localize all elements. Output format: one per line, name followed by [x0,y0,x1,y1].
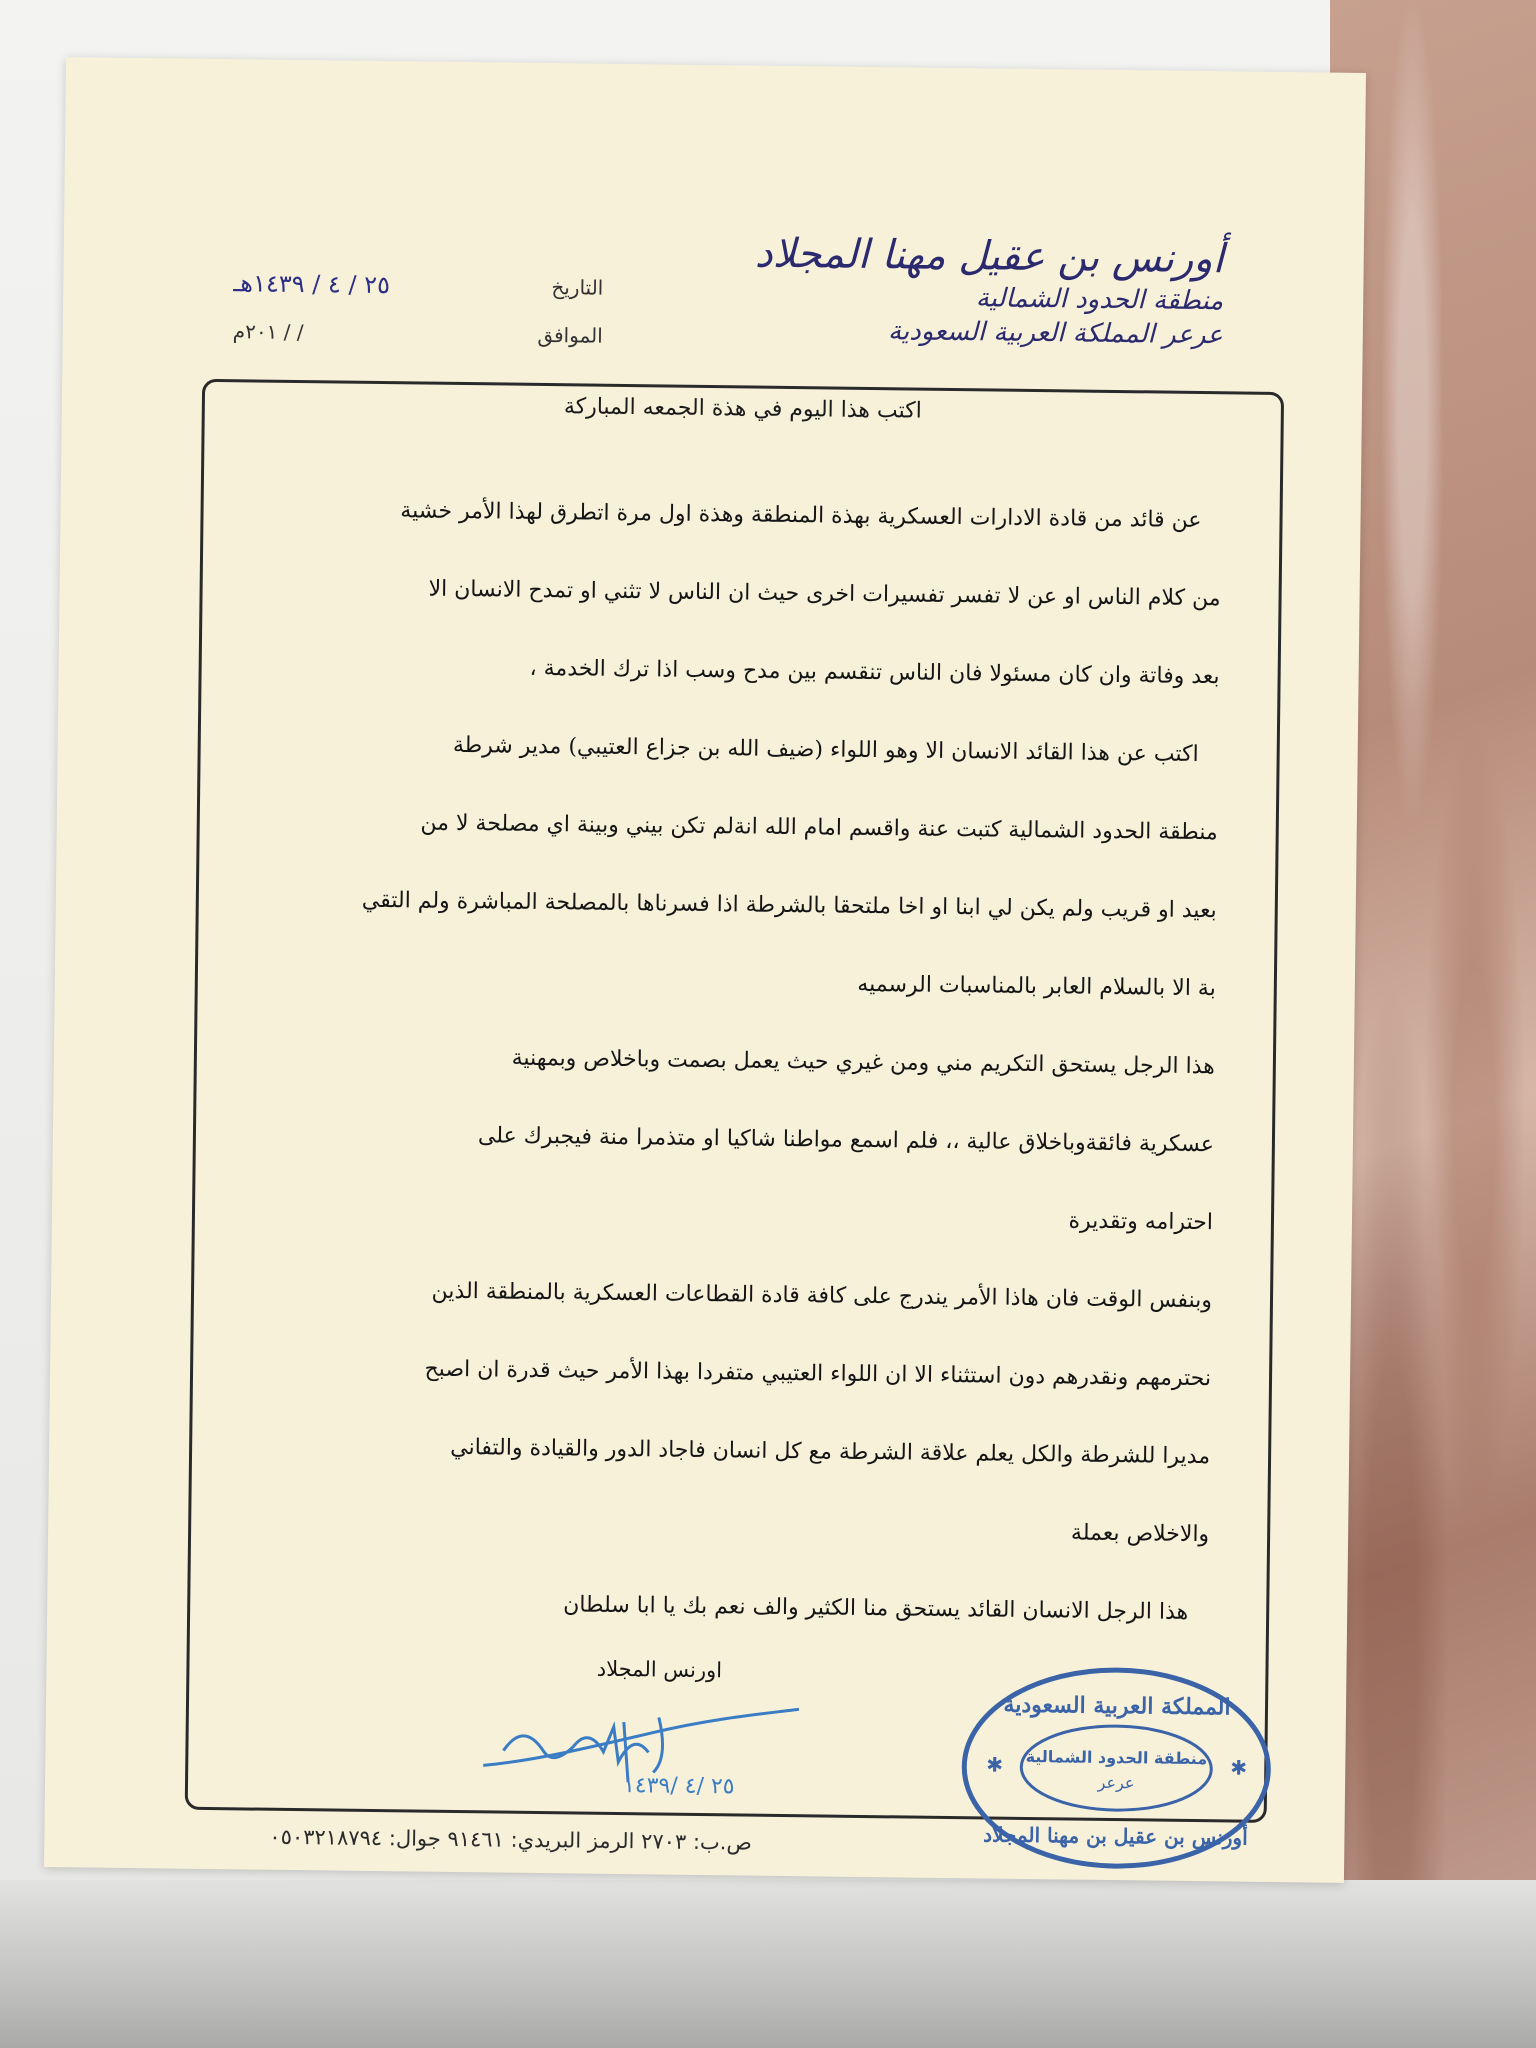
gregorian-date-value: / / ٢٠١م [232,319,304,345]
body-line: هذا الرجل الانسان القائد يستحق منا الكثير والف نعم بك يا ابا سلطان [563,1592,1189,1625]
date-block [232,259,603,360]
sender-block [754,231,1224,351]
handwritten-signature [473,1690,804,1804]
letter-paper [44,57,1366,1883]
body-line: عن قائد من قادة الادارات العسكرية بهذة المنطقة وهذة اول مرة اتطرق لهذا الأمر خشية [400,498,1202,534]
stamp-line-3: عرعر [1097,1772,1135,1793]
body-line: اكتب عن هذا القائد الانسان الا وهو اللواء (ضيف الله بن جزاع العتيبي) مدير شرطة [452,732,1199,768]
hijri-date-value: ٢٥ / ٤ / ١٤٣٩هـ [233,269,391,300]
stamp-star-right: ✱ [1230,1755,1248,1780]
body-line: من كلام الناس او عن لا تفسر تفسيرات اخرى حيث ان الناس لا تثني او تمدح الانسان الا [428,576,1221,612]
gregorian-date-label: الموافق [537,322,603,348]
sender-region: منطقة الحدود الشمالية [975,283,1224,317]
sender-city-country: عرعر المملكة العربية السعودية [887,316,1223,351]
letter-header [62,152,1365,398]
table-edge-shadow [0,1880,1536,2048]
body-line: عسكرية فائقةوباخلاق عالية ،، فلم اسمع مواطنا شاكيا او متذمرا منة فيجبرك على [477,1123,1215,1158]
footer-contact: ص.ب: ٢٧٠٣ الرمز البريدي: ٩١٤٦١ جوال: ٠٥٠٣٢١٨٧٩٤ [269,1824,752,1855]
body-line: منطقة الحدود الشمالية كتبت عنة واقسم امام الله انةلم تكن بيني وبينة اي مصلحة لا من [420,810,1218,846]
gregorian-date-row [232,307,603,360]
stamp-line-2: منطقة الحدود الشمالية [1025,1746,1208,1769]
body-line: نحترمهم ونقدرهم دون استثناء الا ان اللواء العتيبي متفردا بهذا الأمر حيث قدرة ان اصبح [424,1356,1212,1392]
stamp-line-1: المملكة العربية السعودية [1003,1691,1231,1721]
letter-title: اكتب هذا اليوم في هذة الجمعه المباركة [563,394,922,424]
hijri-date-row [233,259,604,312]
hijri-date-label: التاريخ [551,275,604,300]
stamp-star-left: ✱ [986,1752,1004,1777]
sender-name: أورنس بن عقيل مهنا المجلاد [754,230,1225,283]
body-line: احترامه وتقديرة [1068,1208,1214,1236]
signature-date: ٢٥ /٤ /١٤٣٩ [622,1773,735,1800]
body-line: بة الا بالسلام العابر بالمناسبات الرسميه [857,971,1216,1002]
body-line: والاخلاص بعملة [1070,1520,1210,1548]
body-line: وبنفس الوقت فان هاذا الأمر يندرج على كافة قادة القطاعات العسكرية بالمنطقة الذين [431,1278,1213,1314]
stamp-line-4: أورنس بن عقيل بن مهنا المجلاد [983,1822,1248,1850]
letter-body [278,471,1222,1652]
body-line: بعيد او قريب ولم يكن لي ابنا او اخا ملتحقا بالشرطة اذا فسرناها بالمصلحة المباشرة ولم التقي [361,887,1217,924]
signature-name: اورنس المجلاد [596,1656,723,1683]
body-line: مديرا للشرطة والكل يعلم علاقة الشرطة مع كل انسان فاجاد الدور والقيادة والتفاني [450,1434,1211,1470]
body-line: هذا الرجل يستحق التكريم مني ومن غيري حيث يعمل بصمت وباخلاص وبمهنية [511,1045,1216,1080]
body-line: بعد وفاتة وان كان مسئولا فان الناس تنقسم بين مدح وسب اذا ترك الخدمة ، [529,655,1220,690]
